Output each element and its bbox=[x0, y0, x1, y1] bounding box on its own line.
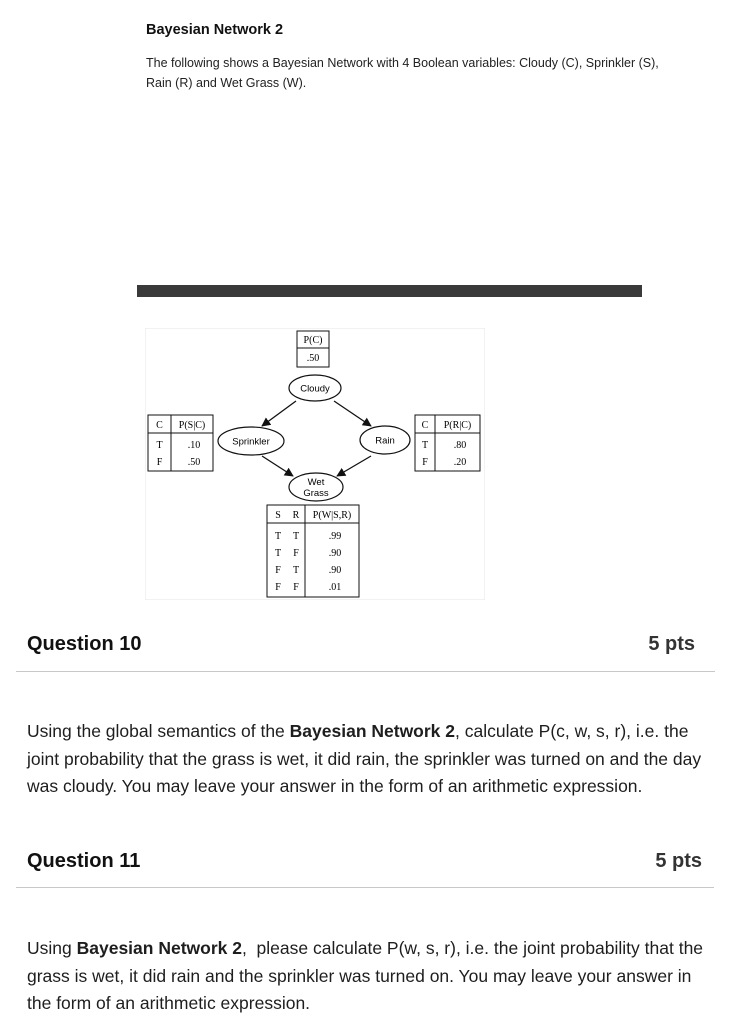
cpt-wet-header-r: R bbox=[292, 510, 300, 521]
cpt-wet-grass bbox=[267, 505, 359, 597]
node-sprinkler-label: Sprinkler bbox=[232, 436, 270, 448]
cpt-rain bbox=[415, 415, 480, 471]
cpt-sprinkler-cell: .50 bbox=[187, 457, 201, 468]
cpt-rain-cell: T bbox=[421, 440, 429, 451]
cpt-cloudy-header: P(C) bbox=[303, 335, 323, 346]
page-title: Bayesian Network 2 bbox=[146, 22, 284, 38]
cpt-sprinkler-cell: T bbox=[156, 440, 163, 451]
cpt-sprinkler bbox=[148, 415, 213, 471]
node-rain-label: Rain bbox=[375, 435, 395, 447]
question-10-text-bold: Bayesian Network 2 bbox=[289, 721, 456, 741]
cpt-wet-cell: T bbox=[274, 531, 282, 542]
question-11-text-start: Using bbox=[27, 938, 77, 958]
cpt-cloudy-value: .50 bbox=[306, 353, 320, 364]
cpt-wet-cell: .01 bbox=[328, 582, 342, 593]
cpt-rain-cell: .20 bbox=[453, 457, 467, 468]
cpt-wet-cell: F bbox=[293, 582, 299, 593]
node-cloudy-label: Cloudy bbox=[300, 383, 330, 395]
question-11-text-end: , please calculate P(w, s, r), i.e. the joint probability that the grass is wet, it did rain and the sprinkler was turned on. You may leave your answer in the form of an arithmetic expression. bbox=[27, 938, 708, 1013]
question-10-title: Question 10 bbox=[27, 633, 142, 655]
cpt-rain-cell: .80 bbox=[453, 440, 467, 451]
question-11-title: Question 11 bbox=[27, 850, 141, 872]
question-11-text bbox=[27, 935, 707, 1018]
cpt-wet-cell: T bbox=[274, 548, 282, 559]
cpt-wet-cell: F bbox=[293, 548, 299, 559]
section-divider-bar bbox=[137, 285, 642, 297]
node-wet-grass-label-2: Grass bbox=[303, 488, 329, 499]
cpt-sprinkler-cell: .10 bbox=[187, 440, 201, 451]
cpt-cloudy bbox=[297, 331, 329, 367]
bayesian-network-diagram bbox=[145, 328, 485, 600]
cpt-rain-cell: F bbox=[422, 457, 428, 468]
cpt-wet-cell: .90 bbox=[328, 565, 342, 576]
question-10-text-start: Using the global semantics of the bbox=[27, 721, 290, 741]
cpt-rain-header-p: P(R|C) bbox=[443, 420, 472, 431]
cpt-rain-header-c: C bbox=[421, 420, 429, 431]
cpt-wet-cell: .90 bbox=[328, 548, 342, 559]
cpt-sprinkler-cell: F bbox=[156, 457, 163, 468]
question-10-divider bbox=[16, 671, 715, 672]
question-11-points: 5 pts bbox=[655, 850, 702, 872]
question-10-text bbox=[27, 718, 707, 801]
node-wet-grass-label-1: Wet bbox=[307, 477, 325, 488]
cpt-wet-cell: F bbox=[275, 582, 281, 593]
cpt-wet-cell: T bbox=[292, 565, 300, 576]
question-11-divider bbox=[16, 887, 714, 888]
cpt-wet-header-s: S bbox=[275, 510, 281, 521]
cpt-sprinkler-header-p: P(S|C) bbox=[178, 420, 206, 431]
question-10-points: 5 pts bbox=[648, 633, 695, 655]
cpt-wet-cell: F bbox=[275, 565, 281, 576]
question-10-text-end: , calculate P(c, w, s, r), i.e. the joint probability that the grass is wet, it did rain, the sprinkler was turned on and the day was cloudy. You may leave your answer in the form of an arithmetic expression. bbox=[27, 721, 702, 796]
cpt-sprinkler-header-c: C bbox=[156, 420, 163, 431]
cpt-wet-cell: .99 bbox=[328, 531, 342, 542]
network-description: The following shows a Bayesian Network with 4 Boolean variables: Cloudy (C), Sprinkler (S), Rain (R) and Wet Grass (W). bbox=[146, 56, 659, 90]
cpt-wet-cell: T bbox=[292, 531, 300, 542]
cpt-wet-header-p: P(W|S,R) bbox=[312, 510, 352, 521]
question-11-text-bold: Bayesian Network 2 bbox=[76, 938, 242, 958]
